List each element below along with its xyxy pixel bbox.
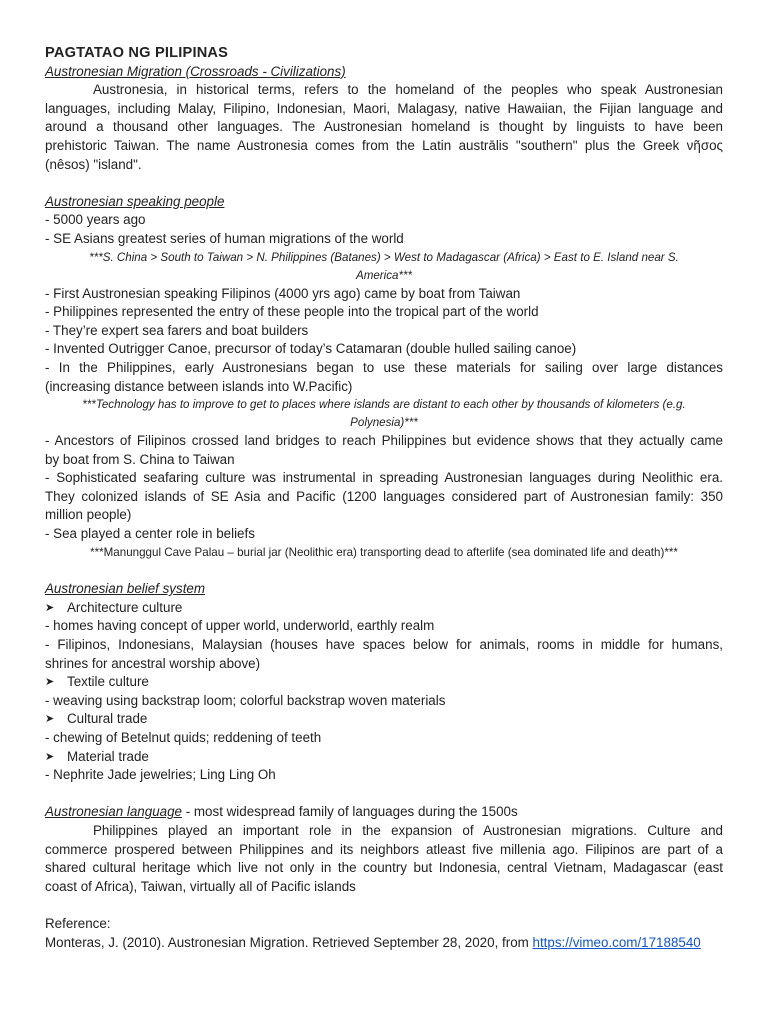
list-item: - homes having concept of upper world, underworld, earthly realm bbox=[45, 618, 435, 634]
bullet-item bbox=[45, 673, 723, 692]
reference-citation bbox=[45, 934, 723, 953]
spacer bbox=[45, 896, 723, 915]
list-item: - They’re expert sea farers and boat builders bbox=[45, 322, 309, 338]
section-heading-migration: Austronesian Migration (Crossroads - Civilizations) bbox=[45, 63, 346, 79]
list-item: - Filipinos, Indonesians, Malaysian (houses have spaces below for animals, rooms in middle for humans, bbox=[45, 637, 723, 653]
reference-link[interactable]: https://vimeo.com/17188540 bbox=[532, 934, 701, 950]
list-item-continued: (increasing distance between islands into W.Pacific) bbox=[45, 378, 353, 394]
arrowhead-bullet-icon: ➤ bbox=[45, 750, 55, 763]
reference-label: Reference: bbox=[45, 915, 111, 931]
section-heading-belief-system: Austronesian belief system bbox=[45, 581, 206, 597]
paragraph-line: (nêsos) "island". bbox=[45, 156, 142, 172]
section-heading-language: Austronesian language bbox=[45, 804, 182, 820]
list-item: - Nephrite Jade jewelries; Ling Ling Oh bbox=[45, 767, 276, 783]
section-heading-speaking-people: Austronesian speaking people bbox=[45, 193, 225, 209]
paragraph-line: commerce prospered between Philippines and its neighbors atleast five millenia ago. Filipinos are part of a bbox=[45, 841, 723, 857]
note-line: Polynesia)*** bbox=[350, 416, 418, 430]
list-item: - First Austronesian speaking Filipinos (4000 yrs ago) came by boat from Taiwan bbox=[45, 285, 521, 301]
arrowhead-bullet-icon: ➤ bbox=[45, 601, 55, 614]
list-item: - Sea played a center role in beliefs bbox=[45, 526, 255, 542]
list-item: - In the Philippines, early Austronesians began to use these materials for sailing over large distances bbox=[45, 359, 723, 375]
note-line: ***Technology has to improve to get to places where islands are distant to each other by thousands of kilometers (e.g. bbox=[82, 398, 686, 412]
list-item: - Sophisticated seafaring culture was instrumental in spreading Austronesian languages during Neolithic era. bbox=[45, 470, 723, 486]
document-page bbox=[45, 44, 723, 952]
bullet-label: Cultural trade bbox=[67, 711, 148, 727]
bullet-label: Textile culture bbox=[67, 674, 149, 690]
list-item: - SE Asians greatest series of human migrations of the world bbox=[45, 230, 404, 246]
list-item: - Invented Outrigger Canoe, precursor of today’s Catamaran (double hulled sailing canoe) bbox=[45, 341, 577, 357]
list-item: - Philippines represented the entry of these people into the tropical part of the world bbox=[45, 304, 539, 320]
section-heading-language-rest: - most widespread family of languages during the 1500s bbox=[182, 804, 518, 820]
paragraph-line: shared cultural heritage which live not only in the country but Indonesia, central Vietnam, Madagascar (east bbox=[45, 860, 723, 876]
paragraph-line: Philippines played an important role in the expansion of Austronesian migrations. Culture and bbox=[93, 822, 723, 838]
spacer bbox=[45, 174, 723, 193]
spacer bbox=[45, 785, 723, 804]
spacer bbox=[45, 562, 723, 581]
bullet-item bbox=[45, 710, 723, 729]
document-title: PAGTATAO NG PILIPINAS bbox=[45, 45, 229, 61]
note-line: ***S. China > South to Taiwan > N. Philippines (Batanes) > West to Madagascar (Africa) > East to E. Island near S. bbox=[89, 250, 679, 264]
list-item-continued: shrines for ancestral worship above) bbox=[45, 655, 261, 671]
list-item-continued: million people) bbox=[45, 507, 132, 523]
list-item: - Ancestors of Filipinos crossed land bridges to reach Philippines but evidence shows that they actually came bbox=[45, 433, 723, 449]
list-item: - weaving using backstrap loom; colorful backstrap woven materials bbox=[45, 692, 446, 708]
list-item: - 5000 years ago bbox=[45, 212, 146, 228]
paragraph-line: prehistoric Taiwan. The name Austronesia comes from the Latin austrālis "southern" plus the Greek νῆσος bbox=[45, 137, 723, 153]
paragraph-line: languages, including Malay, Filipino, Indonesian, Maori, Malagasy, native Hawaiian, the Fijian language and bbox=[45, 100, 723, 116]
arrowhead-bullet-icon: ➤ bbox=[45, 676, 55, 689]
citation-text: Monteras, J. (2010). Austronesian Migration. Retrieved September 28, 2020, from bbox=[45, 934, 533, 950]
paragraph-line: coast of Africa), Taiwan, virtually all of Pacific islands bbox=[45, 878, 356, 894]
note-line: ***Manunggul Cave Palau – burial jar (Neolithic era) transporting dead to afterlife (sea dominated life and death)*** bbox=[90, 545, 678, 559]
arrowhead-bullet-icon: ➤ bbox=[45, 713, 55, 726]
bullet-item bbox=[45, 599, 723, 618]
note-line: America*** bbox=[355, 268, 413, 282]
bullet-label: Architecture culture bbox=[67, 599, 183, 615]
list-item: - chewing of Betelnut quids; reddening of teeth bbox=[45, 730, 322, 745]
paragraph-line: around a thousand other languages. The Austronesian homeland is thought by linguists to have been bbox=[45, 119, 723, 135]
list-item-continued: by boat from S. China to Taiwan bbox=[45, 451, 235, 467]
bullet-item bbox=[45, 748, 723, 767]
paragraph-line: Austronesia, in historical terms, refers to the homeland of the peoples who speak Austronesian bbox=[93, 82, 723, 98]
list-item-continued: They colonized islands of SE Asia and Pacific (1200 languages considered part of Austronesian family: 350 bbox=[45, 488, 723, 504]
bullet-label: Material trade bbox=[67, 748, 149, 764]
section-heading-language-line bbox=[45, 803, 723, 822]
